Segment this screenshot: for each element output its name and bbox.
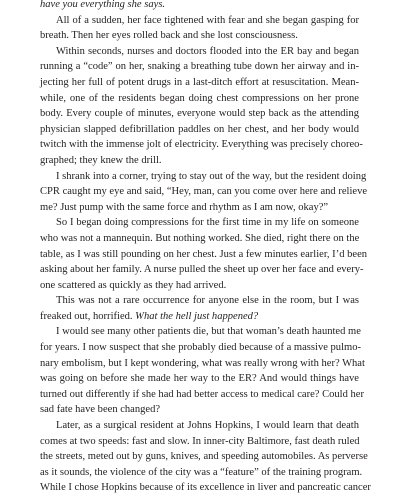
text-line-content: breath. Then her eyes rolled back and she lost consciousness. (40, 30, 298, 42)
text-line-content: body. Every couple of minutes, everyone would step back as the attending (40, 108, 359, 120)
text-line (40, 387, 364, 403)
text-line (40, 0, 359, 13)
text-line (40, 28, 359, 44)
text-line-content: asking about her family. A nurse pulled the sheet up over her face and every- (40, 264, 364, 276)
text-line (40, 402, 359, 418)
text-line-content: sad fate have been changed? (40, 404, 161, 416)
text-line-content: I shrank into a corner, trying to stay out of the way, but the resident doing (56, 170, 367, 182)
text-line (40, 215, 359, 231)
text-line (40, 153, 359, 169)
text-line (40, 106, 359, 122)
text-line (40, 449, 368, 465)
text-line (40, 122, 359, 138)
text-line-content: was going on before she made her way to the ER? And would things have (40, 373, 359, 385)
text-line-content: graphed; they knew the drill. (40, 154, 162, 166)
text-line-content: one scattered as quickly as they had arrived. (40, 279, 227, 291)
text-line-content: nary embolism, but I kept wondering, what was really wrong with her? What (40, 357, 365, 369)
text-line-content: running a “code” on her, snaking a breathing tube down her airway and in- (40, 61, 359, 73)
text-line-content: CPR caught my eye and said, “Hey, man, can you come over here and relieve (40, 186, 368, 198)
text-line (40, 356, 365, 372)
text-line-content: I would see many other patients die, but that woman’s death haunted me (56, 326, 361, 338)
text-line-content: physician slapped defibrillation paddles on her chest, and her body would (40, 123, 359, 135)
text-line (40, 465, 363, 481)
text-line-content: me? Just pump with the same force and rhythm as I am now, okay?” (40, 201, 329, 213)
text-line (40, 169, 367, 185)
text-line (40, 418, 359, 434)
text-line (40, 75, 359, 91)
text-line (40, 324, 359, 340)
text-line-content: While I chose Hopkins because of its excellence in liver and pancreatic cancer (40, 482, 371, 494)
body-text (40, 0, 371, 496)
text-line-content: comes at two speeds: fast and slow. In inner-city Baltimore, fast death ruled (40, 435, 360, 447)
text-line (40, 137, 363, 153)
text-line (40, 278, 359, 294)
text-line (40, 434, 359, 450)
text-line (40, 59, 359, 75)
text-line (40, 293, 359, 309)
text-line-content: for years. I now suspect that she probably died because of a massive pulmo- (40, 342, 362, 354)
text-line-content: table, as I was still pounding on her chest. Just a few minutes earlier, I’d been (40, 248, 368, 260)
text-line (40, 231, 359, 247)
text-line (40, 184, 368, 200)
text-line-content: as it sounds, the violence of the city was a “feature” of the training program. (40, 466, 363, 478)
text-line (40, 247, 368, 263)
text-line (40, 200, 359, 216)
text-line-content: turned out differently if she had had better access to medical care? Could her (40, 388, 364, 400)
text-line (40, 340, 362, 356)
text-line (40, 262, 364, 278)
text-line-content: who was not a mannequin. But nothing worked. She died, right there on the (40, 232, 360, 244)
text-line (40, 309, 359, 325)
text-line (40, 91, 359, 107)
text-line-content: Later, as a surgical resident at Johns Hopkins, I would learn that death (56, 420, 359, 432)
text-line-content: freaked out, horrified. (40, 310, 133, 322)
text-line-content: have you everything she says. (40, 0, 166, 10)
text-line-content: jecting her full of potent drugs in a last-ditch effort at resuscitation. Mean- (40, 76, 359, 88)
text-line-content: while, one of the residents began doing chest compressions on her prone (40, 92, 359, 104)
text-line-content: All of a sudden, her face tightened with fear and she began gasping for (56, 14, 359, 26)
italic-phrase: What the hell just happened? (132, 310, 259, 322)
text-line-content: Within seconds, nurses and doctors flooded into the ER bay and began (56, 45, 359, 57)
text-line (40, 44, 359, 60)
text-line (40, 13, 359, 29)
text-line (40, 371, 359, 387)
text-line-content: This was not a rare occurrence for anyone else in the room, but I was (56, 295, 359, 307)
text-line-content: twitch with the immense jolt of electricity. Everything was precisely choreo- (40, 139, 363, 151)
text-line-content: So I began doing compressions for the first time in my life on someone (56, 217, 359, 229)
text-line (40, 480, 371, 496)
text-line-content: the streets, meted out by guns, knives, and speeding automobiles. As perverse (40, 451, 368, 463)
